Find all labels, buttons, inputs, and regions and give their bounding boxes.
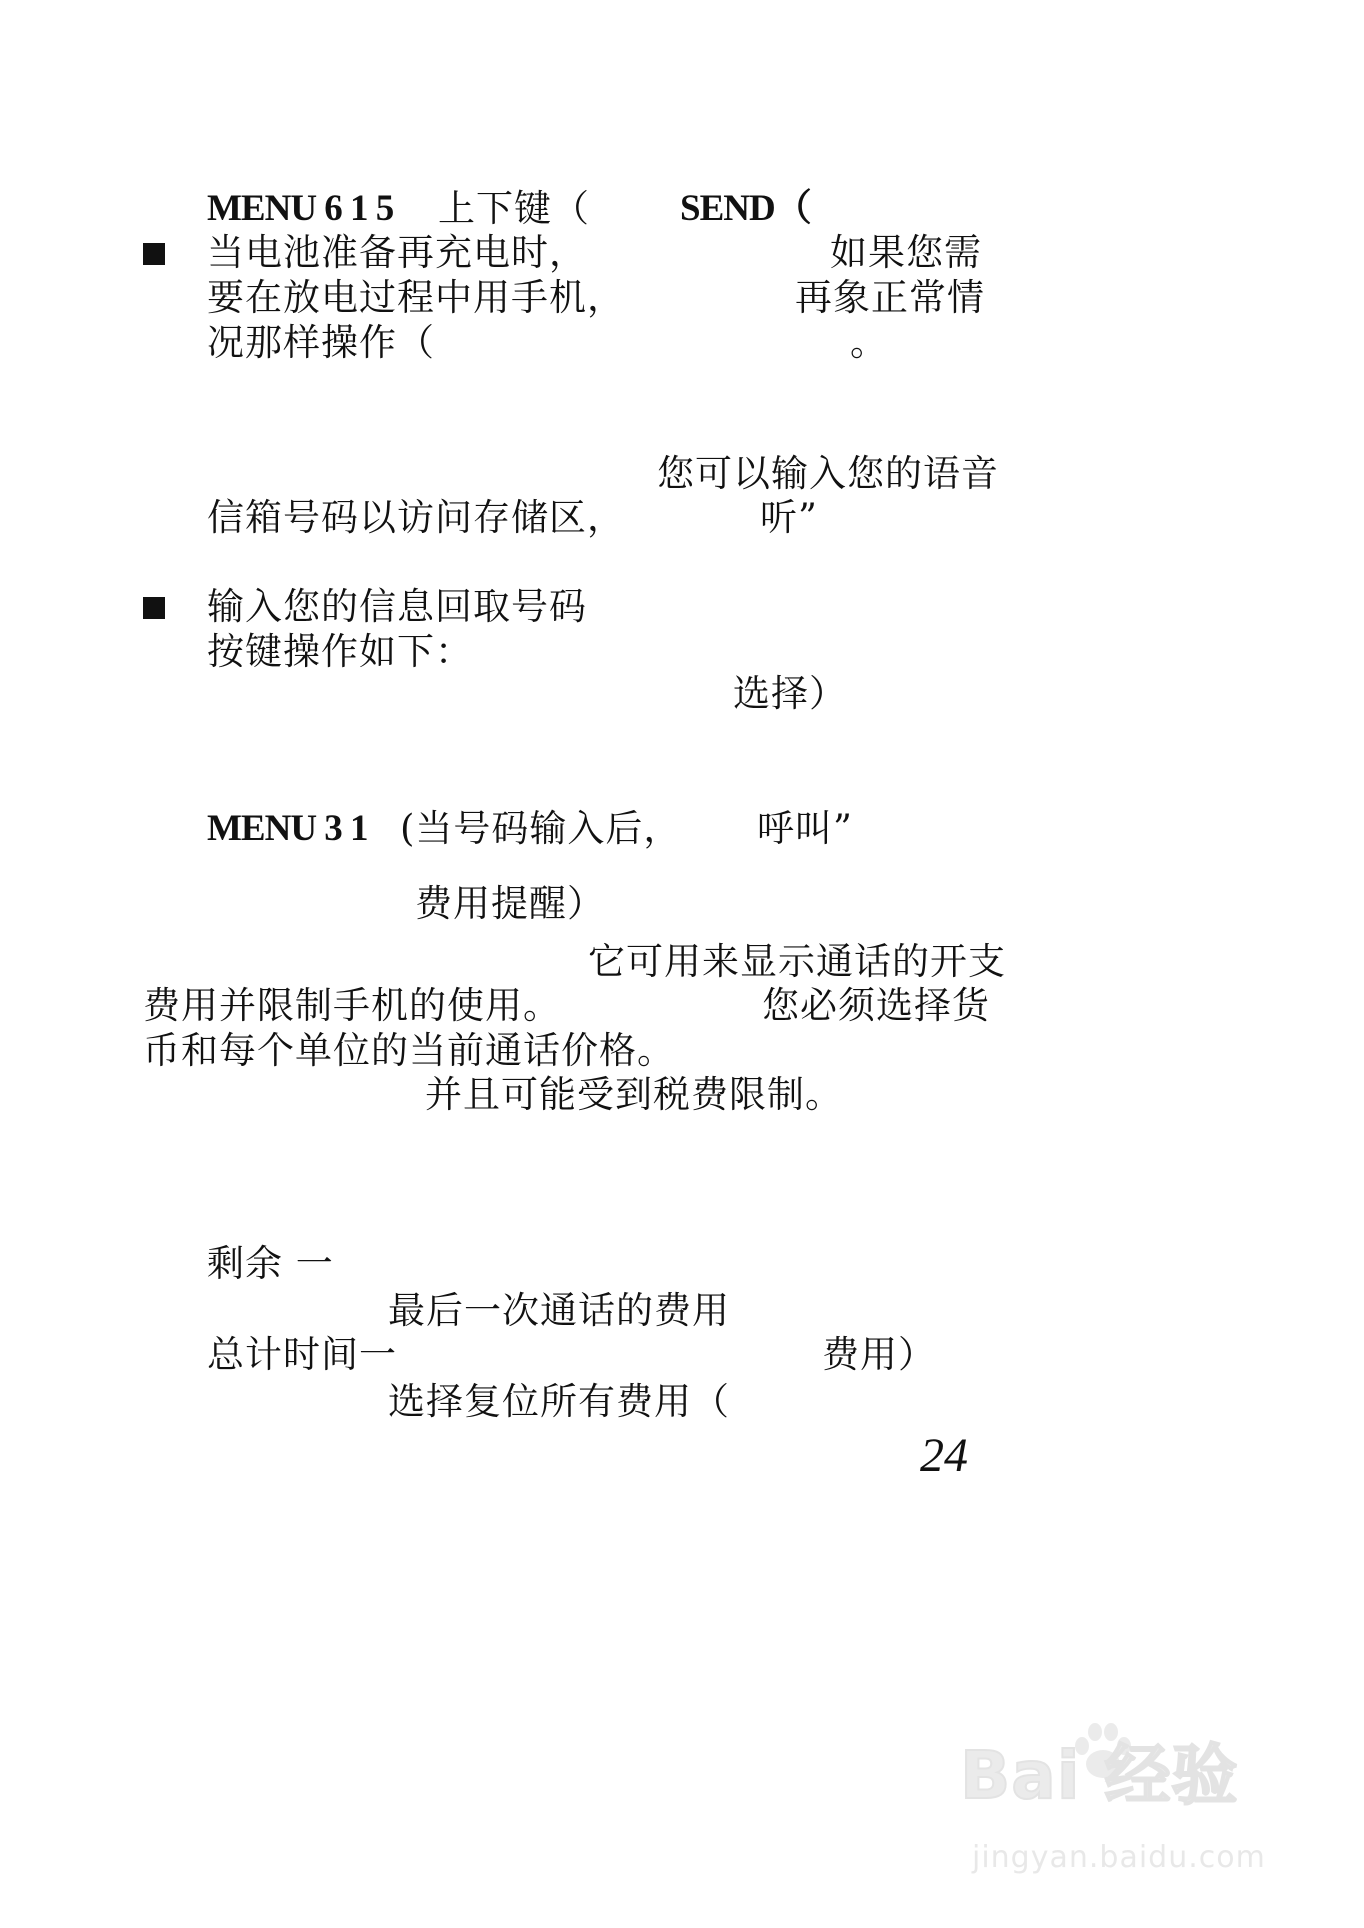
- reset-all-costs-text: 选择复位所有费用（: [388, 1380, 730, 1423]
- call-text: 呼叫”: [757, 807, 853, 850]
- key-operation-line: 按键操作如下：: [207, 630, 473, 673]
- watermark-logo-text: Bai 经验: [960, 1737, 1239, 1814]
- number-entered-text: (当号码输入后，: [400, 807, 682, 850]
- voicemail-line-2b: 听”: [760, 496, 818, 539]
- cost-text: 费用）: [822, 1333, 936, 1376]
- battery-line-2a: 要在放电过程中用手机，: [207, 276, 625, 319]
- bullet-square-2: [143, 597, 165, 619]
- cost-paragraph-line-2b: 您必须选择货: [762, 984, 990, 1027]
- updown-key-text: 上下键（: [438, 187, 590, 230]
- battery-line-1b: 如果您需: [830, 231, 982, 274]
- total-time-text: 总计时间一: [207, 1333, 397, 1376]
- watermark-url-text: jingyan.baidu.com: [972, 1840, 1266, 1875]
- cost-paragraph-line-1: 它可用来显示通话的开支: [588, 940, 1006, 983]
- battery-line-2b: 再象正常情: [795, 276, 985, 319]
- cost-reminder-heading: 费用提醒）: [415, 882, 605, 925]
- menu-31-sequence: MENU 3 1: [207, 808, 368, 849]
- battery-line-3b: 。: [850, 321, 888, 364]
- page-number: 24: [920, 1429, 968, 1482]
- baidu-watermark: [960, 1737, 1300, 1900]
- voicemail-line-1: 您可以输入您的语音: [657, 452, 999, 495]
- send-key-text: SEND（: [680, 188, 811, 229]
- cost-paragraph-line-3: 币和每个单位的当前通话价格。: [143, 1029, 675, 1072]
- remaining-text: 剩余 一: [207, 1242, 334, 1285]
- battery-line-1a: 当电池准备再充电时，: [207, 231, 587, 274]
- cost-paragraph-line-4: 并且可能受到税费限制。: [425, 1073, 843, 1116]
- voicemail-line-2a: 信箱号码以访问存储区，: [207, 496, 625, 539]
- last-call-cost-text: 最后一次通话的费用: [388, 1289, 730, 1332]
- message-retrieve-line: 输入您的信息回取号码: [207, 585, 587, 628]
- cost-paragraph-line-2a: 费用并限制手机的使用。: [143, 984, 561, 1027]
- battery-line-3a: 况那样操作（: [207, 321, 435, 364]
- bullet-square-1: [143, 243, 165, 265]
- select-text: 选择）: [733, 672, 847, 715]
- menu-615-sequence: MENU 6 1 5: [207, 188, 394, 229]
